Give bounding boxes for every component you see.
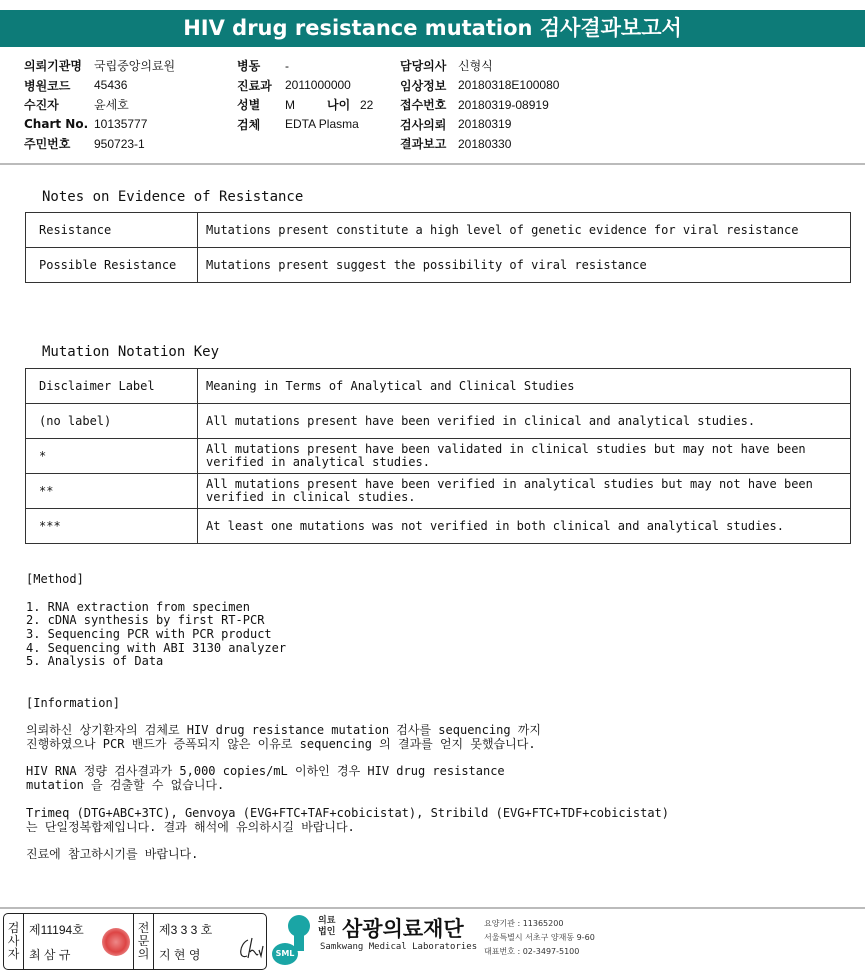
age-label: 나이 xyxy=(327,98,351,113)
report-title: HIV drug resistance mutation 검사결과보고서 xyxy=(0,10,865,47)
specialist-cell xyxy=(154,914,266,969)
label: 병동 xyxy=(237,59,261,74)
method-item: 3. Sequencing PCR with PCR product xyxy=(26,627,272,641)
value: 20180330 xyxy=(458,136,512,151)
cell: Mutations present suggest the possibility of viral resistance xyxy=(198,248,851,283)
value: - xyxy=(285,58,289,73)
table-row xyxy=(26,439,851,474)
value: 신형식 xyxy=(458,59,493,74)
information-para: 진료에 참고하시기를 바랍니다. xyxy=(26,847,199,861)
label: Chart No. xyxy=(24,117,89,132)
specialist-label xyxy=(134,914,154,969)
cell: All mutations present have been verified in analytical studies but may not have been verified in clinical studies. xyxy=(198,474,851,509)
label: 임상정보 xyxy=(400,78,447,93)
examiner-license: 제11194호 xyxy=(29,922,84,937)
org-address: 서울특별시 서초구 양재동 9-60 xyxy=(484,933,595,942)
key-table xyxy=(25,368,851,544)
examiner-cell xyxy=(24,914,134,969)
method-item: 1. RNA extraction from specimen xyxy=(26,600,250,614)
signature-box xyxy=(3,913,267,970)
value: 2011000000 xyxy=(285,78,351,93)
cell: (no label) xyxy=(26,404,198,439)
cell: All mutations present have been verified in clinical and analytical studies. xyxy=(198,404,851,439)
method-title: [Method] xyxy=(26,572,84,586)
signature-icon xyxy=(236,936,264,962)
info-col-1 xyxy=(24,56,175,154)
cell: Disclaimer Label xyxy=(26,369,198,404)
value: 10135777 xyxy=(94,117,148,132)
label: 성별 xyxy=(237,98,261,113)
table-row xyxy=(26,248,851,283)
sml-logo-icon xyxy=(272,915,314,965)
method-item: 2. cDNA synthesis by first RT-PCR xyxy=(26,613,265,627)
table-row xyxy=(26,474,851,509)
value: 45436 xyxy=(94,78,128,93)
org-prefix: 의료 법인 xyxy=(318,916,336,937)
age-value: 22 xyxy=(360,97,374,112)
cell: All mutations present have been validated in clinical studies but may not have been verified in analytical studies. xyxy=(198,439,851,474)
value: 윤세호 xyxy=(94,98,129,113)
notes-title: Notes on Evidence of Resistance xyxy=(42,189,304,205)
label: 검체 xyxy=(237,117,261,132)
information-title: [Information] xyxy=(26,696,120,710)
information-para: HIV RNA 정량 검사결과가 5,000 copies/mL 이하인 경우 HIV drug resistance mutation 을 검출할 수 없습니다. xyxy=(26,764,505,792)
label: 접수번호 xyxy=(400,98,447,113)
cell: At least one mutations was not verified in both clinical and analytical studies. xyxy=(198,509,851,544)
method-item: 4. Sequencing with ABI 3130 analyzer xyxy=(26,641,287,655)
table-row xyxy=(26,369,851,404)
logo-text: SML xyxy=(272,943,298,965)
key-title: Mutation Notation Key xyxy=(42,344,220,360)
seal-stamp-icon xyxy=(102,928,130,956)
label: 진료과 xyxy=(237,78,272,93)
examiner-name: 최 삼 규 xyxy=(29,947,71,962)
divider xyxy=(0,163,865,165)
examiner-label xyxy=(4,914,24,969)
specialist-license: 제3 3 3 호 xyxy=(159,922,213,937)
label: 검사의뢰 xyxy=(400,117,447,132)
table-row xyxy=(26,509,851,544)
table-row xyxy=(26,404,851,439)
value: 20180319 xyxy=(458,117,512,132)
value: 20180318E100080 xyxy=(458,78,560,93)
info-col-3 xyxy=(400,56,559,154)
value: EDTA Plasma xyxy=(285,117,359,132)
label: 주민번호 xyxy=(24,137,71,152)
cell: * xyxy=(26,439,198,474)
value: 950723-1 xyxy=(94,136,145,151)
method-item: 5. Analysis of Data xyxy=(26,654,164,668)
value: M xyxy=(285,97,295,112)
org-phone: 대표번호 : 02-3497-5100 xyxy=(484,947,580,956)
cell: Resistance xyxy=(26,213,198,248)
label: 수진자 xyxy=(24,98,59,113)
label: 의뢰기관명 xyxy=(24,59,82,74)
value: 20180319-08919 xyxy=(458,97,549,112)
info-col-2 xyxy=(237,56,373,134)
divider xyxy=(0,907,865,909)
cell: ** xyxy=(26,474,198,509)
notes-table xyxy=(25,212,851,283)
org-code: 요양기관 : 11365200 xyxy=(484,919,564,928)
org-name: 삼광의료재단 xyxy=(342,917,464,941)
cell: Mutations present constitute a high level of genetic evidence for viral resistance xyxy=(198,213,851,248)
information-para: 의뢰하신 상기환자의 검체로 HIV drug resistance mutation 검사를 sequencing 까지 진행하였으나 PCR 밴드가 증폭되지 않은 이유로 sequencing 의 결과를 얻지 못했습니다. xyxy=(26,723,541,751)
label: 담당의사 xyxy=(400,59,447,74)
value: 국립중앙의료원 xyxy=(94,59,176,74)
information-para: Trimeq (DTG+ABC+3TC), Genvoya (EVG+FTC+TAF+cobicistat), Stribild (EVG+FTC+TDF+cobicistat) 는 단일정복합제입니다. 결과 해석에 유의하시길 바랍니다. xyxy=(26,806,669,834)
text: 검사자 xyxy=(7,921,20,961)
table-row xyxy=(26,213,851,248)
cell: Meaning in Terms of Analytical and Clinical Studies xyxy=(198,369,851,404)
cell: Possible Resistance xyxy=(26,248,198,283)
label: 결과보고 xyxy=(400,137,447,152)
org-english-name: Samkwang Medical Laboratories xyxy=(320,942,478,952)
label: 병원코드 xyxy=(24,78,71,93)
text: 전문의 xyxy=(137,921,150,961)
specialist-name: 지 현 영 xyxy=(159,947,201,962)
cell: *** xyxy=(26,509,198,544)
